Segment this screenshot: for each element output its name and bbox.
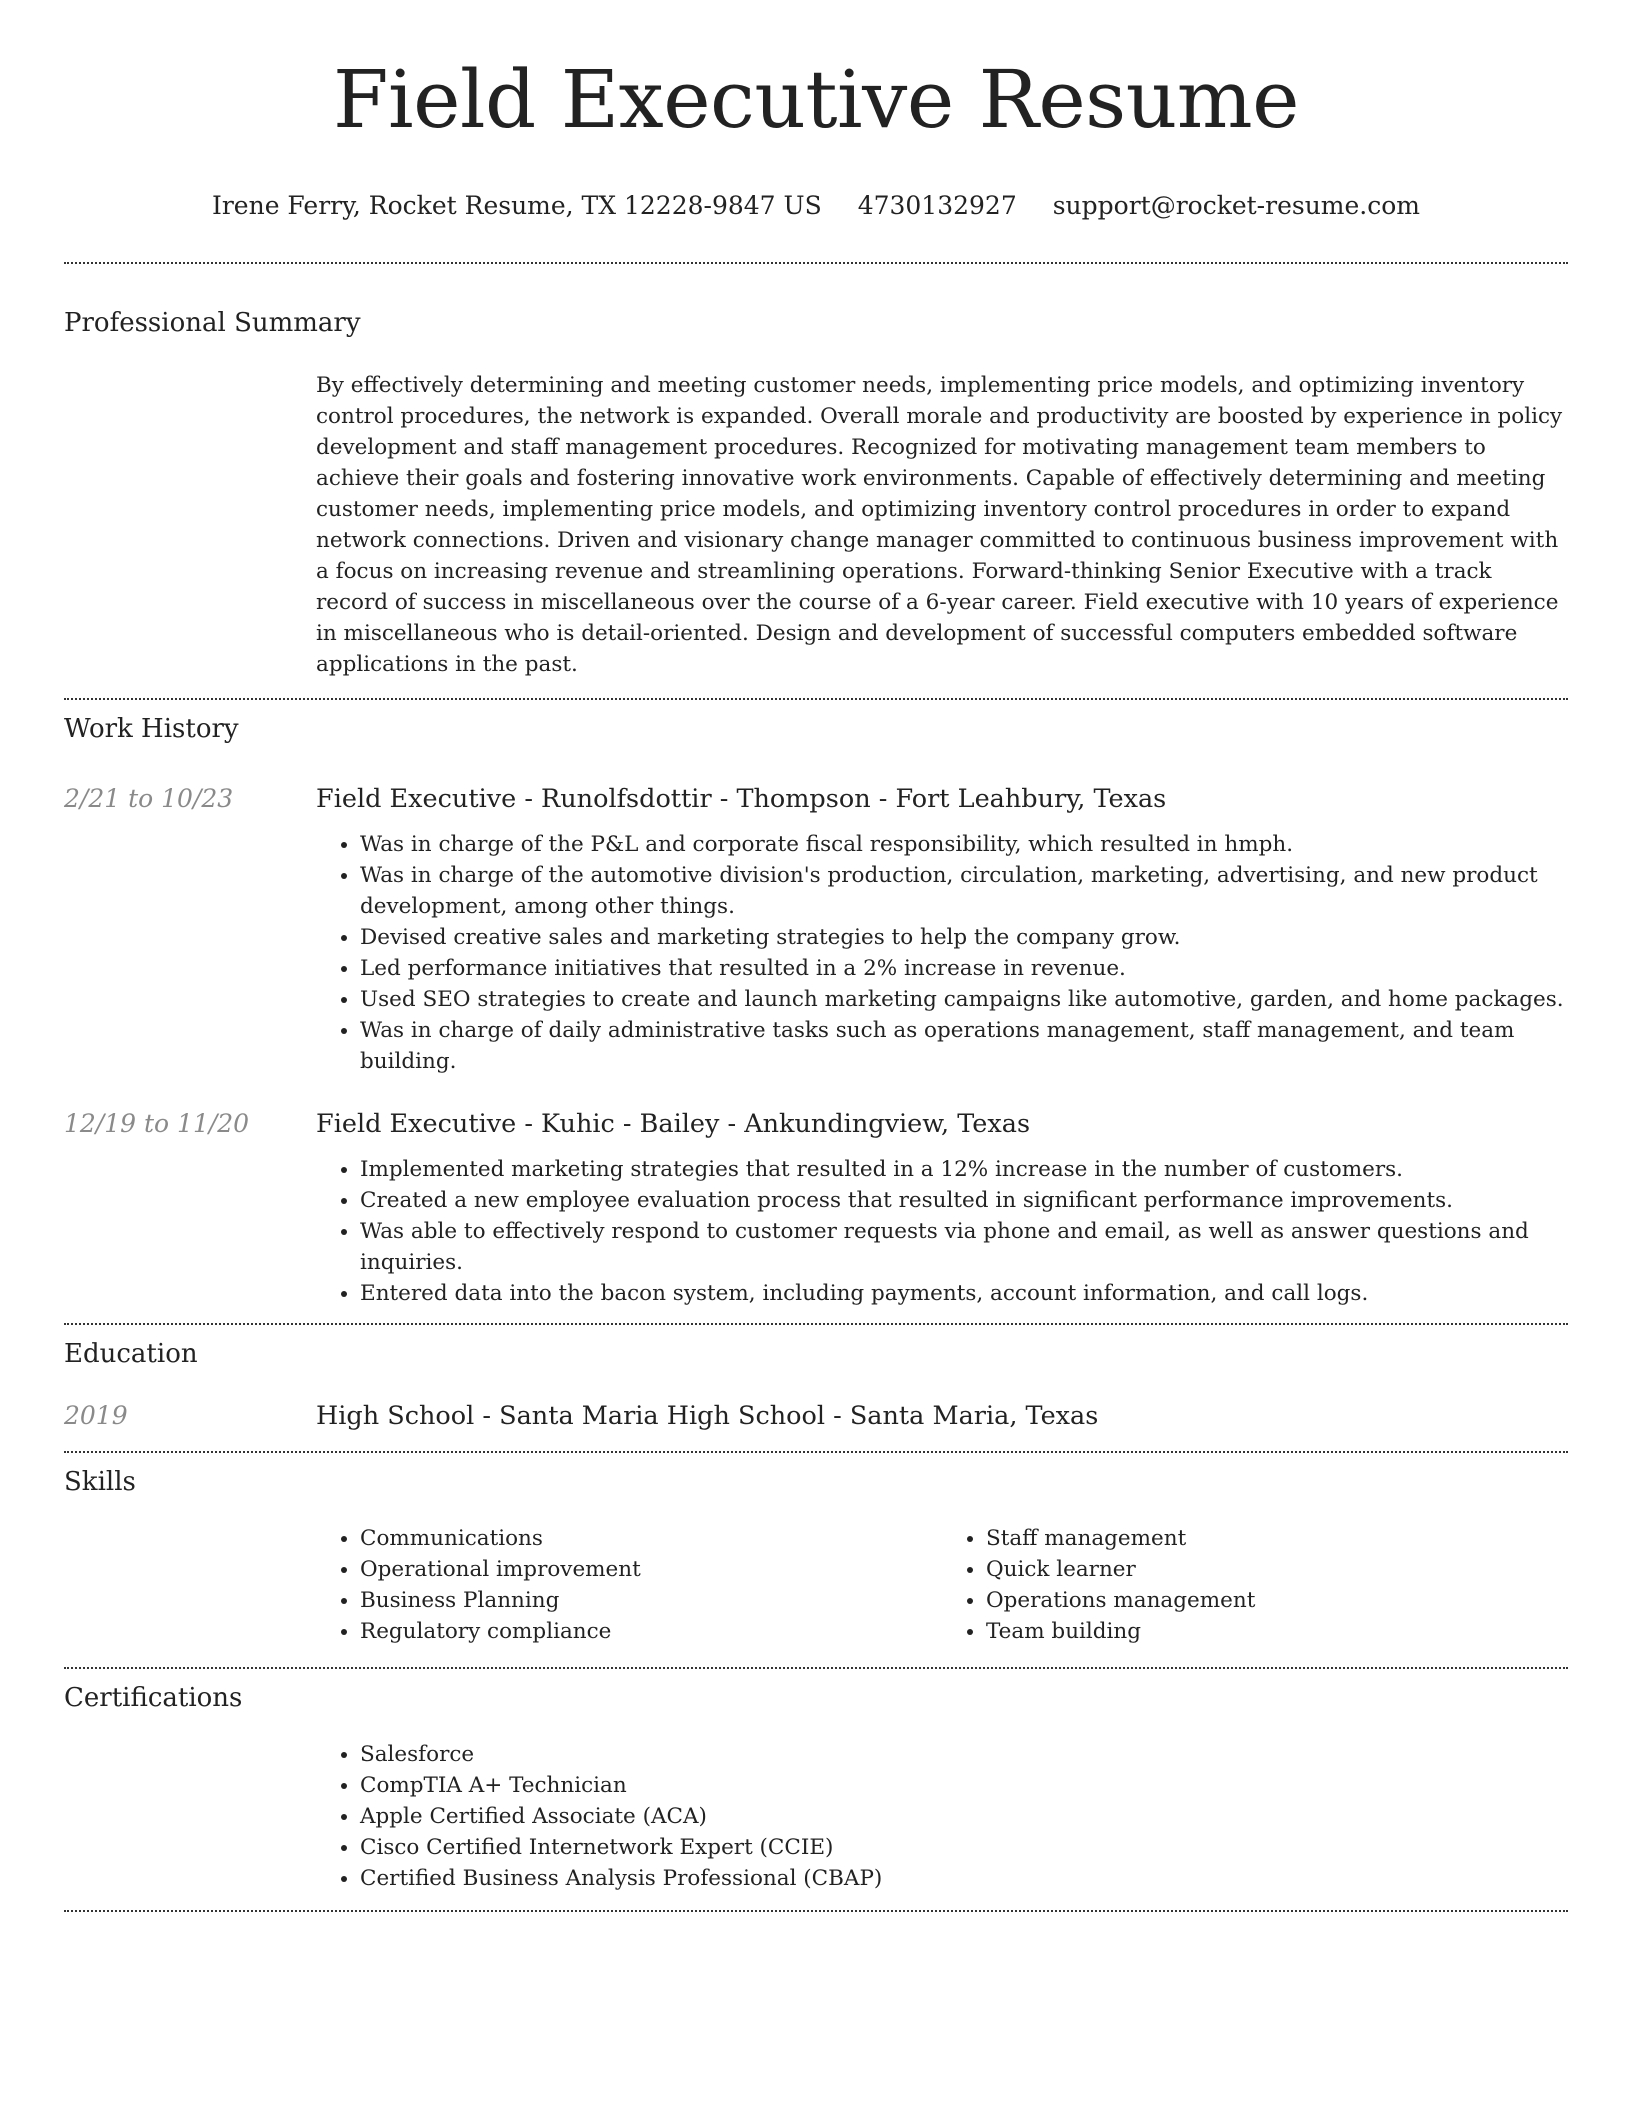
education-section <box>64 1325 1568 1451</box>
education-entry <box>64 1399 1568 1433</box>
education-title: High School - Santa Maria High School - Santa Maria, Texas <box>316 1401 1099 1431</box>
section-heading-skills: Skills <box>64 1467 136 1497</box>
skill-item: • Business Planning <box>360 1585 942 1616</box>
skills-columns <box>316 1523 1568 1647</box>
job-body <box>316 1107 1568 1309</box>
job-entry <box>64 782 1568 1077</box>
certification-item: • Certified Business Analysis Professional (CBAP) <box>360 1863 1568 1894</box>
job-bullet: • Was in charge of the P&L and corporate fiscal responsibility, which resulted in hmph. <box>360 829 1568 860</box>
job-title: Field Executive - Runolfsdottir - Thompson - Fort Leahbury, Texas <box>316 784 1167 814</box>
certification-item: • Apple Certified Associate (ACA) <box>360 1801 1568 1832</box>
job-bullet: • Was in charge of daily administrative tasks such as operations management, staff management, and team building. <box>360 1015 1568 1077</box>
certification-item: • Salesforce <box>360 1739 1568 1770</box>
section-heading-work: Work History <box>64 714 239 744</box>
skills-section <box>64 1453 1568 1667</box>
contact-phone: 4730132927 <box>857 191 1017 220</box>
certifications-section <box>64 1669 1568 1910</box>
skills-list-left <box>316 1523 942 1647</box>
section-divider <box>64 1910 1568 1912</box>
job-bullet: • Used SEO strategies to create and launch marketing campaigns like automotive, garden, and home packages. <box>360 984 1568 1015</box>
section-heading-summary: Professional Summary <box>64 308 361 338</box>
contact-email: support@rocket-resume.com <box>1052 191 1421 220</box>
education-year: 2019 <box>64 1401 128 1430</box>
contact-address: Irene Ferry, Rocket Resume, TX 12228-9847 US <box>211 191 822 220</box>
resume-title: Field Executive Resume <box>333 53 1299 146</box>
job-bullet: • Implemented marketing strategies that resulted in a 12% increase in the number of customers. <box>360 1154 1568 1185</box>
skills-list-right <box>942 1523 1568 1647</box>
job-bullet: • Was in charge of the automotive division's production, circulation, marketing, advertising, and new product development, among other things. <box>360 860 1568 922</box>
job-bullet: • Entered data into the bacon system, including payments, account information, and call logs. <box>360 1278 1568 1309</box>
job-bullet: • Devised creative sales and marketing strategies to help the company grow. <box>360 922 1568 953</box>
job-bullets <box>316 1154 1568 1309</box>
skill-item: • Operational improvement <box>360 1554 942 1585</box>
job-dates: 12/19 to 11/20 <box>64 1109 250 1138</box>
work-history-section <box>64 700 1568 1323</box>
job-bullet: • Was able to effectively respond to customer requests via phone and email, as well as answer questions and inquiries. <box>360 1216 1568 1278</box>
certification-item: • Cisco Certified Internetwork Expert (CCIE) <box>360 1832 1568 1863</box>
skill-item: • Operations management <box>986 1585 1568 1616</box>
skill-item: • Quick learner <box>986 1554 1568 1585</box>
certification-bullets <box>316 1739 1568 1894</box>
job-title: Field Executive - Kuhic - Bailey - Ankundingview, Texas <box>316 1109 1031 1139</box>
certification-item: • CompTIA A+ Technician <box>360 1770 1568 1801</box>
section-heading-certifications: Certifications <box>64 1683 243 1713</box>
professional-summary-section <box>64 264 1568 698</box>
summary-text: By effectively determining and meeting customer needs, implementing price models, and optimizing inventory control procedures, the network is expanded. Overall morale and productivity are boosted by experience in policy development and staff management procedures. Recognized for motivating management team members to achieve their goals and fostering innovative work environments. Capable of effectively determining and meeting customer needs, implementing price models, and optimizing inventory control procedures in order to expand network connections. Driven and visionary change manager committed to continuous business improvement with a focus on increasing revenue and streamlining operations. Forward-thinking Senior Executive with a track record of success in miscellaneous over the course of a 6-year career. Field executive with 10 years of experience in miscellaneous who is detail-oriented. Design and development of successful computers embedded software applications in the past. <box>316 373 1563 677</box>
job-body <box>316 782 1568 1077</box>
section-heading-education: Education <box>64 1339 198 1369</box>
certifications-list <box>316 1739 1568 1894</box>
job-bullet: • Created a new employee evaluation process that resulted in significant performance improvements. <box>360 1185 1568 1216</box>
skill-item: • Communications <box>360 1523 942 1554</box>
skill-item: • Team building <box>986 1616 1568 1647</box>
job-bullets <box>316 829 1568 1077</box>
skill-item: • Staff management <box>986 1523 1568 1554</box>
skill-item: • Regulatory compliance <box>360 1616 942 1647</box>
contact-line <box>64 190 1568 222</box>
job-bullet: • Led performance initiatives that resulted in a 2% increase in revenue. <box>360 953 1568 984</box>
job-entry <box>64 1107 1568 1309</box>
job-dates: 2/21 to 10/23 <box>64 784 234 813</box>
